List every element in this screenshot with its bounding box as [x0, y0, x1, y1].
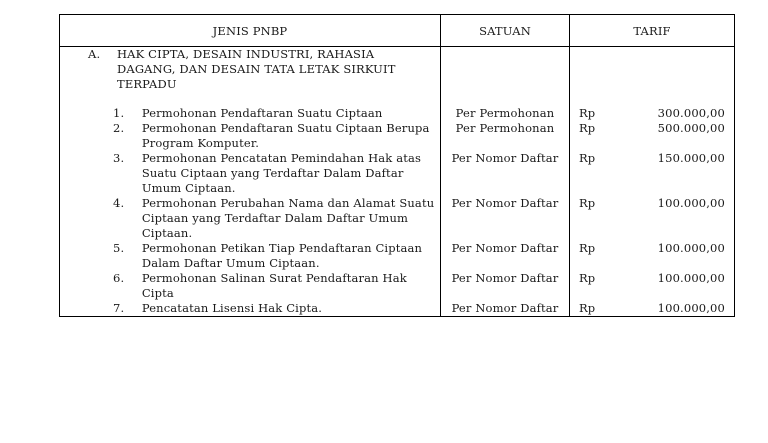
table-row	[60, 241, 735, 271]
item-satuan: Per Nomor Daftar	[441, 151, 570, 196]
table-header-row	[60, 15, 735, 47]
table-row	[60, 92, 735, 121]
item-currency: Rp	[579, 106, 596, 120]
section-title: HAK CIPTA, DESAIN INDUSTRI, RAHASIA DAGANG, DAN DESAIN TATA LETAK SIRKUIT TERPADU	[117, 47, 396, 91]
section-letter: A.	[88, 47, 101, 61]
item-description: Permohonan Pendaftaran Suatu Ciptaan	[141, 106, 383, 120]
table-row	[60, 301, 735, 317]
item-description: Permohonan Pendaftaran Suatu Ciptaan Berupa Program Komputer.	[141, 121, 430, 150]
item-currency: Rp	[579, 196, 596, 210]
header-jenis-pnbp: JENIS PNBP	[60, 15, 441, 47]
item-currency: Rp	[579, 151, 596, 165]
table-row	[60, 151, 735, 196]
table-row	[60, 196, 735, 241]
header-satuan: SATUAN	[441, 15, 570, 47]
item-number: 5.	[113, 241, 125, 255]
item-currency: Rp	[579, 241, 596, 255]
item-amount: 100.000,00	[657, 271, 725, 285]
item-description: Pencatatan Lisensi Hak Cipta.	[141, 301, 323, 315]
section-tarif-empty	[570, 47, 735, 93]
header-tarif: TARIF	[570, 15, 735, 47]
item-satuan: Per Nomor Daftar	[441, 271, 570, 301]
item-number: 4.	[113, 196, 125, 210]
item-satuan: Per Nomor Daftar	[441, 196, 570, 241]
item-satuan: Per Nomor Daftar	[441, 301, 570, 317]
item-amount: 100.000,00	[657, 301, 725, 315]
item-amount: 300.000,00	[657, 106, 725, 120]
section-cell	[60, 47, 441, 93]
pnbp-tariff-table	[59, 14, 735, 317]
item-currency: Rp	[579, 301, 596, 315]
item-number: 2.	[113, 121, 125, 135]
table-row	[60, 271, 735, 301]
item-number: 6.	[113, 271, 125, 285]
item-amount: 150.000,00	[657, 151, 725, 165]
item-number: 7.	[113, 301, 125, 315]
section-row	[60, 47, 735, 93]
item-currency: Rp	[579, 271, 596, 285]
item-amount: 500.000,00	[657, 121, 725, 135]
item-satuan: Per Permohonan	[441, 121, 570, 151]
item-number: 1.	[113, 106, 125, 120]
item-description: Permohonan Salinan Surat Pendaftaran Hak Cipta	[141, 271, 407, 300]
table-row	[60, 121, 735, 151]
item-description: Permohonan Perubahan Nama dan Alamat Suatu Ciptaan yang Terdaftar Dalam Daftar Umum Ciptaan.	[141, 196, 435, 240]
section-satuan-empty	[441, 47, 570, 93]
item-satuan: Per Permohonan	[441, 92, 570, 121]
item-currency: Rp	[579, 121, 596, 135]
item-description: Permohonan Petikan Tiap Pendaftaran Ciptaan Dalam Daftar Umum Ciptaan.	[141, 241, 423, 270]
item-satuan: Per Nomor Daftar	[441, 241, 570, 271]
item-amount: 100.000,00	[657, 196, 725, 210]
item-number: 3.	[113, 151, 125, 165]
item-description: Permohonan Pencatatan Pemindahan Hak atas Suatu Ciptaan yang Terdaftar Dalam Daftar Umum Ciptaan.	[141, 151, 422, 195]
item-amount: 100.000,00	[657, 241, 725, 255]
